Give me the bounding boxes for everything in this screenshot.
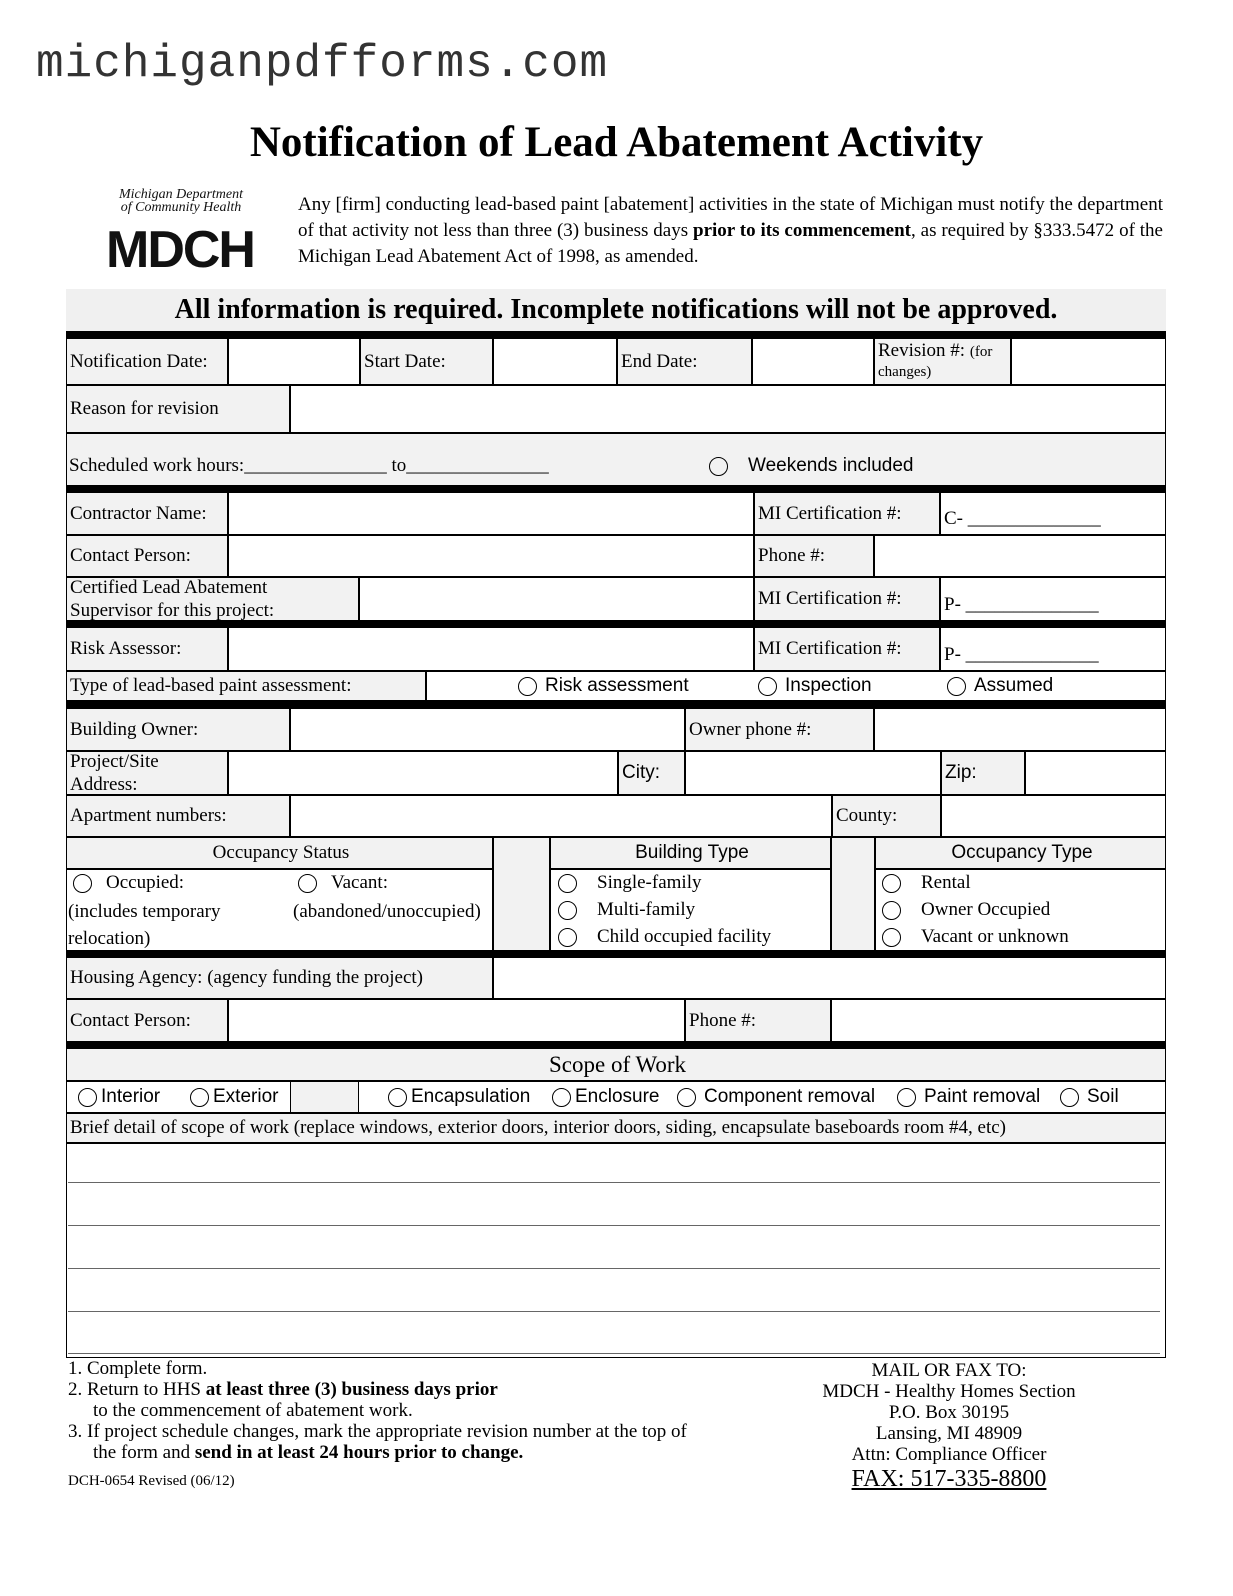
assessment-label: Type of lead-based paint assessment: — [66, 671, 426, 701]
notification-date-field[interactable] — [228, 338, 360, 385]
radio-icon[interactable] — [558, 928, 577, 947]
owner-occupied-option[interactable]: Owner Occupied — [882, 899, 1050, 921]
paint-removal-option[interactable]: Paint removal — [897, 1086, 1040, 1108]
agency-phone-field[interactable] — [831, 999, 1166, 1042]
site-watermark: michiganpdfforms.com — [36, 38, 609, 90]
revision-field[interactable] — [1011, 338, 1166, 385]
radio-icon[interactable] — [882, 928, 901, 947]
county-field[interactable] — [941, 795, 1166, 837]
radio-icon[interactable] — [709, 457, 728, 476]
city-label: City: — [618, 751, 685, 795]
owner-phone-label: Owner phone #: — [685, 708, 874, 751]
apartment-label: Apartment numbers: — [66, 795, 290, 837]
zip-label: Zip: — [941, 751, 1025, 795]
revision-text: Revision #: — [878, 340, 966, 361]
zip-field[interactable] — [1025, 751, 1166, 795]
radio-icon[interactable] — [897, 1088, 916, 1107]
city-field[interactable] — [685, 751, 941, 795]
enclosure-option[interactable]: Enclosure — [552, 1086, 660, 1108]
hours-start-blank[interactable]: _______________ — [244, 455, 387, 476]
risk-cert-label: MI Certification #: — [754, 627, 940, 671]
risk-cert-field[interactable]: P- ______________ — [940, 627, 1166, 671]
interior-option[interactable]: Interior — [78, 1086, 160, 1108]
revision-note-2: changes) — [878, 364, 932, 380]
intro-bold: prior to its commencement — [693, 220, 911, 241]
writing-line — [68, 1353, 1160, 1354]
instructions: 1. Complete form. 2. Return to HHS at least three (3) business days prior to the commencement of abatement work. 3. If project schedule changes, mark the appropriate revision number at the top of the form and send in at least 24 hours prior to change. — [68, 1358, 687, 1463]
divider — [66, 620, 1166, 627]
spacer — [290, 1081, 359, 1113]
agency-contact-field[interactable] — [228, 999, 685, 1042]
intro-paragraph — [298, 192, 1163, 270]
assumed-option[interactable]: Assumed — [947, 675, 1053, 697]
radio-icon[interactable] — [78, 1088, 97, 1107]
agency-phone-label: Phone #: — [685, 999, 831, 1042]
building-type-title: Building Type — [550, 837, 831, 869]
divider — [66, 485, 1166, 492]
form-title: Notification of Lead Abatement Activity — [249, 119, 984, 166]
risk-assessor-field[interactable] — [228, 627, 754, 671]
end-date-label: End Date: — [617, 338, 752, 385]
intro-text-2: , as required by §333.5472 of the Michigan Lead Abatement Act of 1998, as amended. — [298, 220, 1163, 267]
risk-assessment-option[interactable]: Risk assessment — [518, 675, 689, 697]
occupied-note-1: (includes temporary — [68, 901, 221, 922]
radio-icon[interactable] — [758, 677, 777, 696]
divider — [66, 701, 1166, 708]
mdch-logo — [106, 188, 256, 278]
exterior-option[interactable]: Exterior — [190, 1086, 278, 1108]
hours-label: Scheduled work hours:_______________ to_______________ — [69, 455, 549, 476]
required-banner: All information is required. Incomplete notifications will not be approved. — [66, 289, 1166, 331]
reason-label: Reason for revision — [66, 385, 290, 433]
radio-icon[interactable] — [558, 874, 577, 893]
contact-phone-field[interactable] — [874, 535, 1166, 577]
writing-line — [68, 1225, 1160, 1226]
supervisor-label: Certified Lead Abatement Supervisor for this project: — [66, 577, 359, 621]
apartment-field[interactable] — [290, 795, 832, 837]
form-id: DCH-0654 Revised (06/12) — [68, 1473, 235, 1489]
divider — [66, 950, 1166, 957]
rental-option[interactable]: Rental — [882, 872, 971, 894]
contractor-cert-field[interactable]: C- ______________ — [940, 492, 1166, 535]
radio-icon[interactable] — [677, 1088, 696, 1107]
vacant-unknown-option[interactable]: Vacant or unknown — [882, 926, 1069, 948]
contact-phone-label: Phone #: — [754, 535, 874, 577]
scope-detail-field[interactable] — [66, 1143, 1166, 1358]
end-date-field[interactable] — [752, 338, 874, 385]
radio-icon[interactable] — [1060, 1088, 1079, 1107]
radio-icon[interactable] — [882, 874, 901, 893]
occupied-option[interactable]: Occupied: — [73, 872, 184, 894]
fax-number: FAX: 517-335-8800 — [851, 1466, 1047, 1492]
logo-line-1: Michigan Department — [118, 187, 244, 202]
radio-icon[interactable] — [388, 1088, 407, 1107]
radio-icon[interactable] — [73, 874, 92, 893]
occupancy-status-title: Occupancy Status — [66, 837, 493, 869]
owner-field[interactable] — [290, 708, 685, 751]
county-label: County: — [832, 795, 941, 837]
vacant-note: (abandoned/unoccupied) — [293, 901, 481, 922]
notification-date-label: Notification Date: — [66, 338, 228, 385]
contact-person-field[interactable] — [228, 535, 754, 577]
radio-icon[interactable] — [518, 677, 537, 696]
supervisor-cert-label: MI Certification #: — [754, 577, 940, 621]
spacer — [493, 837, 550, 951]
logo-mark: MDCH — [106, 221, 254, 279]
occupancy-type-title: Occupancy Type — [875, 837, 1166, 869]
radio-icon[interactable] — [552, 1088, 571, 1107]
divider — [66, 1041, 1166, 1048]
writing-line — [68, 1311, 1160, 1312]
reason-field[interactable] — [290, 385, 1166, 433]
contractor-cert-label: MI Certification #: — [754, 492, 940, 535]
revision-note-1: (for — [969, 344, 993, 360]
component-removal-option[interactable]: Component removal — [677, 1086, 875, 1108]
start-date-label: Start Date: — [360, 338, 493, 385]
site-address-field[interactable] — [228, 751, 618, 795]
divider — [66, 331, 1166, 338]
radio-icon[interactable] — [558, 901, 577, 920]
inspection-option[interactable]: Inspection — [758, 675, 872, 697]
owner-phone-field[interactable] — [874, 708, 1166, 751]
weekends-option[interactable]: Weekends included — [709, 455, 913, 477]
site-address-label: Project/Site Address: — [66, 751, 228, 795]
risk-assessor-label: Risk Assessor: — [66, 627, 228, 671]
mail-block: MAIL OR FAX TO: MDCH - Healthy Homes Section P.O. Box 30195 Lansing, MI 48909 Attn: Compliance Officer FAX: 517-335-8800 — [790, 1360, 1108, 1493]
supervisor-field[interactable] — [359, 577, 754, 621]
scope-title: Scope of Work — [66, 1048, 1166, 1081]
encapsulation-option[interactable]: Encapsulation — [388, 1086, 530, 1108]
contractor-name-label: Contractor Name: — [66, 492, 228, 535]
single-family-option[interactable]: Single-family — [558, 872, 701, 894]
vacant-option[interactable]: Vacant: — [298, 872, 388, 894]
radio-icon[interactable] — [882, 901, 901, 920]
agency-contact-label: Contact Person: — [66, 999, 228, 1042]
child-facility-option[interactable]: Child occupied facility — [558, 926, 771, 948]
writing-line — [68, 1268, 1160, 1269]
revision-label — [874, 338, 1011, 385]
start-date-field[interactable] — [493, 338, 617, 385]
hours-end-blank[interactable]: _______________ — [406, 455, 549, 476]
agency-label: Housing Agency: (agency funding the project) — [66, 957, 493, 999]
spacer — [831, 837, 875, 951]
occupied-note-2: relocation) — [68, 928, 151, 949]
supervisor-cert-field[interactable]: P- ______________ — [940, 577, 1166, 621]
radio-icon[interactable] — [947, 677, 966, 696]
writing-line — [68, 1182, 1160, 1183]
intro-text-1: Any [firm] conducting lead-based paint [abatement] activities in the state of Michigan must notify the department of that activity not less than three (3) business days — [298, 194, 1163, 241]
multi-family-option[interactable]: Multi-family — [558, 899, 695, 921]
scope-detail-label: Brief detail of scope of work (replace windows, exterior doors, interior doors, siding, encapsulate baseboards room #4, etc) — [66, 1113, 1166, 1143]
soil-option[interactable]: Soil — [1060, 1086, 1119, 1108]
contractor-name-field[interactable] — [228, 492, 754, 535]
owner-label: Building Owner: — [66, 708, 290, 751]
radio-icon[interactable] — [190, 1088, 209, 1107]
contact-person-label: Contact Person: — [66, 535, 228, 577]
agency-field[interactable] — [493, 957, 1166, 999]
logo-line-2: of Community Health — [120, 200, 242, 215]
radio-icon[interactable] — [298, 874, 317, 893]
